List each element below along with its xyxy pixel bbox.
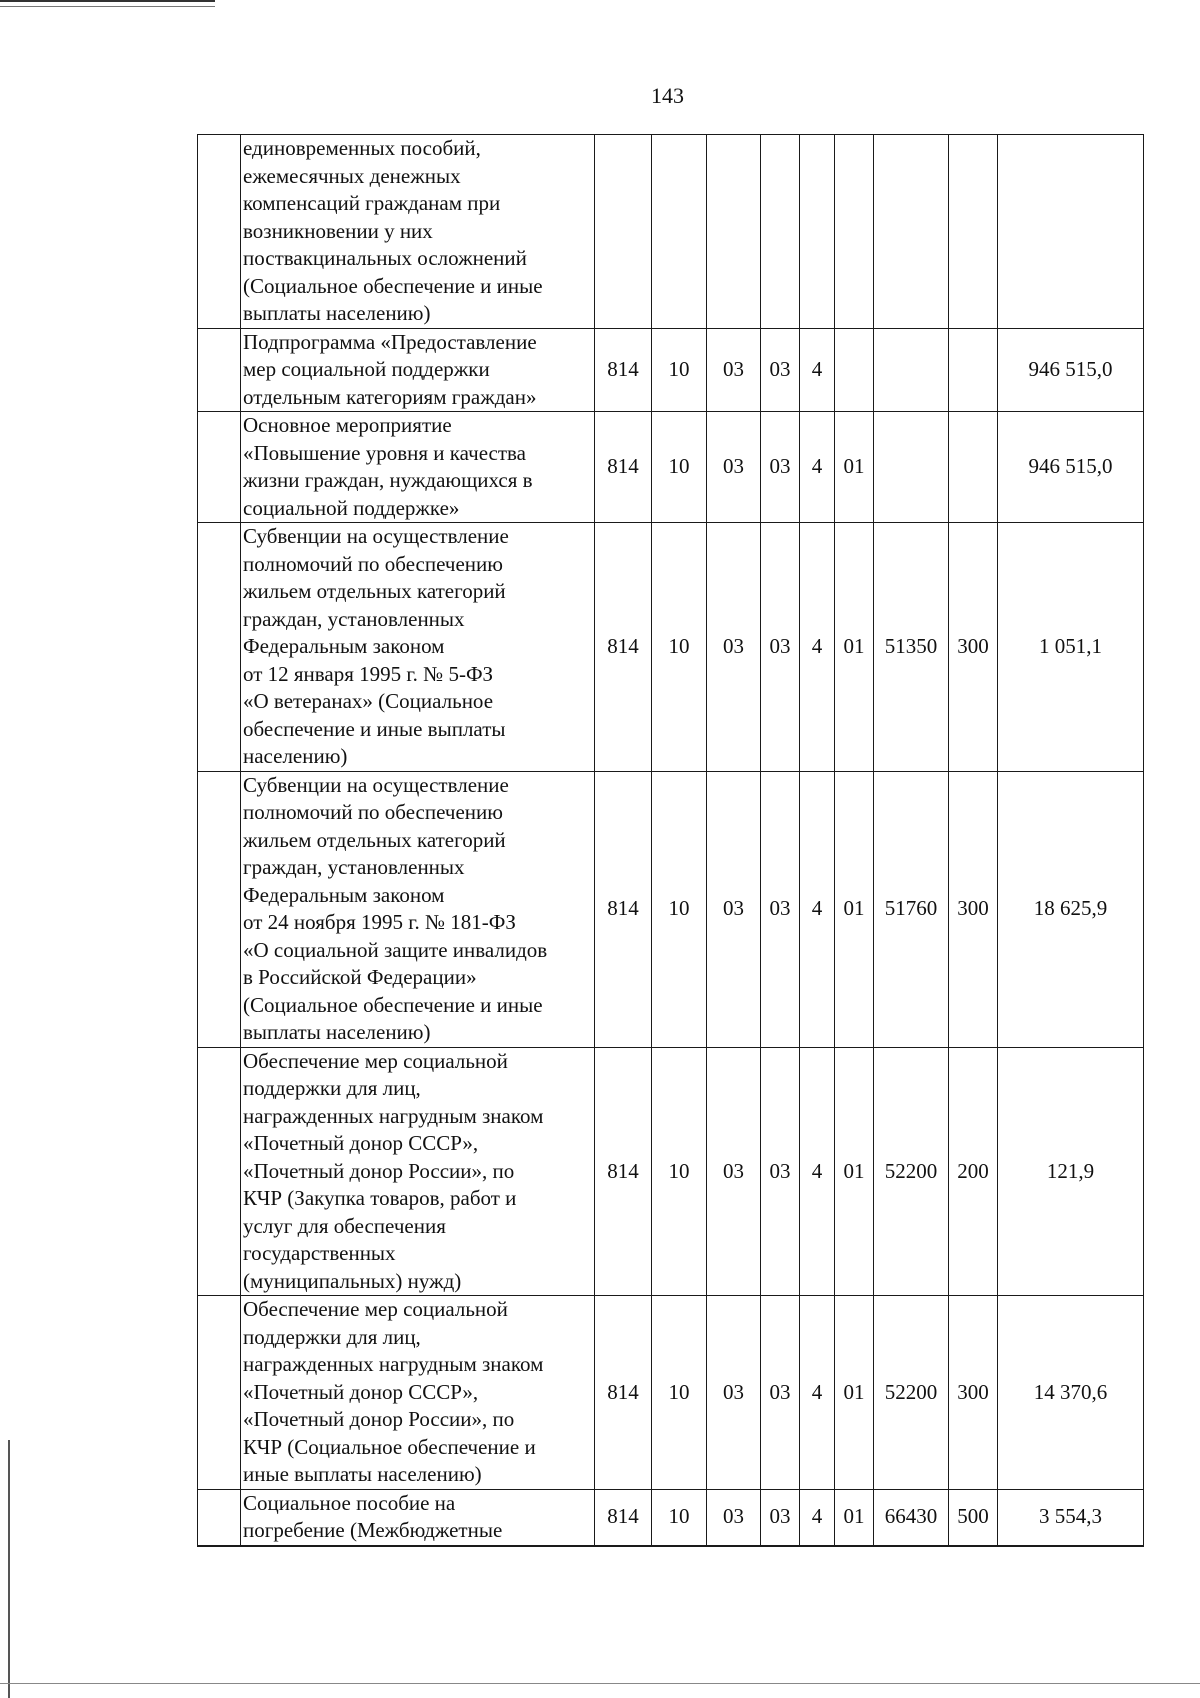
program-cell: 03	[761, 523, 800, 772]
direction-cell	[874, 135, 949, 329]
description-line: жильем отдельных категорий	[243, 579, 506, 603]
description-line: Социальное пособие на	[243, 1490, 456, 1515]
ministry-cell: 814	[595, 412, 652, 523]
description-line: полномочий по обеспечению	[243, 800, 503, 824]
direction-cell: 51350	[874, 523, 949, 772]
table-row	[198, 1489, 1144, 1546]
amount-cell: 121,9	[998, 1047, 1144, 1296]
main-event-cell: 01	[835, 1489, 874, 1546]
description-line: Субвенции на осуществление	[243, 524, 509, 548]
description-cell	[241, 523, 595, 772]
description-line: полномочий по обеспечению	[243, 551, 503, 576]
subsection-cell: 03	[707, 523, 761, 772]
description-line: социальной поддержке»	[243, 495, 460, 520]
row-number-cell	[198, 1296, 241, 1490]
program-cell	[761, 135, 800, 329]
direction-cell	[874, 328, 949, 412]
description-line: «Почетный донор СССР»,	[243, 1131, 479, 1155]
description-cell	[241, 135, 595, 329]
ministry-cell: 814	[595, 523, 652, 772]
table-body	[198, 135, 1144, 1546]
ministry-cell: 814	[595, 1296, 652, 1490]
description-line: Федеральным законом	[243, 634, 445, 658]
description-line: Основное мероприятие	[243, 413, 452, 437]
description-line: обеспечение и иные выплаты	[243, 716, 506, 741]
row-number-cell	[198, 771, 241, 1047]
subprogram-cell: 4	[800, 771, 835, 1047]
table-row	[198, 412, 1144, 523]
description-line: граждан, установленных	[243, 606, 465, 631]
description-line: компенсаций гражданам при	[243, 191, 501, 215]
amount-cell: 946 515,0	[998, 412, 1144, 523]
row-number-cell	[198, 135, 241, 329]
description-line: «О социальной защите инвалидов	[243, 937, 548, 962]
direction-cell	[874, 412, 949, 523]
main-event-cell: 01	[835, 1047, 874, 1296]
ministry-cell: 814	[595, 328, 652, 412]
subprogram-cell: 4	[800, 328, 835, 412]
main-event-cell: 01	[835, 412, 874, 523]
table-row	[198, 328, 1144, 412]
description-line: жильем отдельных категорий	[243, 827, 506, 852]
description-line: возникновении у них	[243, 218, 433, 243]
description-line: (муниципальных) нужд)	[243, 1268, 462, 1293]
description-line: в Российской Федерации»	[243, 965, 477, 989]
budget-table	[197, 134, 1144, 1547]
main-event-cell	[835, 135, 874, 329]
expense-type-cell	[949, 135, 998, 329]
description-line: от 24 ноября 1995 г. № 181-ФЗ	[243, 910, 516, 934]
description-line: Федеральным законом	[243, 882, 445, 907]
program-cell: 03	[761, 1296, 800, 1490]
main-event-cell: 01	[835, 523, 874, 772]
subsection-cell: 03	[707, 1296, 761, 1490]
expense-type-cell: 300	[949, 1296, 998, 1490]
description-line: (Социальное обеспечение и иные	[243, 273, 543, 298]
description-line: отдельным категориям граждан»	[243, 384, 537, 409]
page-number: 143	[651, 83, 684, 108]
program-cell: 03	[761, 1489, 800, 1546]
subsection-cell: 03	[707, 328, 761, 412]
table-row	[198, 523, 1144, 772]
amount-cell: 946 515,0	[998, 328, 1144, 412]
section-cell: 10	[652, 412, 707, 523]
section-cell: 10	[652, 328, 707, 412]
description-cell	[241, 412, 595, 523]
expense-type-cell: 500	[949, 1489, 998, 1546]
description-line: КЧР (Закупка товаров, работ и	[243, 1186, 517, 1210]
description-line: КЧР (Социальное обеспечение и	[243, 1434, 536, 1459]
description-line: Субвенции на осуществление	[243, 772, 509, 797]
description-line: «Почетный донор России», по	[243, 1407, 515, 1431]
table-row	[198, 135, 1144, 329]
table-row	[198, 1296, 1144, 1490]
section-cell: 10	[652, 1047, 707, 1296]
row-number-cell	[198, 523, 241, 772]
row-number-cell	[198, 1047, 241, 1296]
amount-cell: 14 370,6	[998, 1296, 1144, 1490]
main-event-cell: 01	[835, 771, 874, 1047]
ministry-cell: 814	[595, 1047, 652, 1296]
subprogram-cell	[800, 135, 835, 329]
description-line: поствакцинальных осложнений	[243, 246, 527, 270]
description-line: «Почетный донор СССР»,	[243, 1379, 479, 1404]
expense-type-cell: 300	[949, 771, 998, 1047]
section-cell: 10	[652, 1489, 707, 1546]
description-line: погребение (Межбюджетные	[243, 1518, 503, 1542]
description-cell	[241, 1489, 595, 1546]
description-line: государственных	[243, 1241, 396, 1265]
description-line: выплаты населению)	[243, 301, 431, 325]
program-cell: 03	[761, 1047, 800, 1296]
description-line: единовременных пособий,	[243, 136, 481, 160]
subprogram-cell: 4	[800, 1296, 835, 1490]
section-cell: 10	[652, 523, 707, 772]
program-cell: 03	[761, 771, 800, 1047]
scan-edge-line	[8, 1440, 10, 1698]
subprogram-cell: 4	[800, 412, 835, 523]
main-event-cell	[835, 328, 874, 412]
description-line: поддержки для лиц,	[243, 1324, 421, 1349]
program-cell: 03	[761, 328, 800, 412]
description-line: жизни граждан, нуждающихся в	[243, 468, 533, 492]
section-cell: 10	[652, 1296, 707, 1490]
table-row	[198, 1047, 1144, 1296]
expense-type-cell	[949, 328, 998, 412]
ministry-cell: 814	[595, 1489, 652, 1546]
amount-cell: 18 625,9	[998, 771, 1144, 1047]
description-line: услуг для обеспечения	[243, 1213, 446, 1238]
subprogram-cell: 4	[800, 1047, 835, 1296]
description-line: населению)	[243, 744, 348, 768]
subsection-cell	[707, 135, 761, 329]
subprogram-cell: 4	[800, 523, 835, 772]
description-line: Обеспечение мер социальной	[243, 1297, 508, 1321]
description-line: «Почетный донор России», по	[243, 1158, 515, 1183]
scan-edge-line	[0, 1683, 1200, 1684]
direction-cell: 52200	[874, 1047, 949, 1296]
description-line: «Повышение уровня и качества	[243, 440, 527, 465]
subsection-cell: 03	[707, 771, 761, 1047]
description-line: граждан, установленных	[243, 855, 465, 879]
row-number-cell	[198, 1489, 241, 1546]
expense-type-cell: 200	[949, 1047, 998, 1296]
scan-edge-line	[0, 6, 215, 7]
subsection-cell: 03	[707, 412, 761, 523]
description-line: Обеспечение мер социальной	[243, 1048, 508, 1073]
expense-type-cell	[949, 412, 998, 523]
row-number-cell	[198, 412, 241, 523]
description-cell	[241, 1296, 595, 1490]
table-row	[198, 771, 1144, 1047]
description-line: «О ветеранах» (Социальное	[243, 689, 494, 713]
description-line: мер социальной поддержки	[243, 357, 490, 381]
ministry-cell: 814	[595, 771, 652, 1047]
description-line: (Социальное обеспечение и иные	[243, 992, 543, 1017]
description-line: иные выплаты населению)	[243, 1462, 482, 1486]
section-cell	[652, 135, 707, 329]
description-cell	[241, 328, 595, 412]
scan-edge-line	[0, 0, 215, 2]
program-cell: 03	[761, 412, 800, 523]
description-cell	[241, 771, 595, 1047]
main-event-cell: 01	[835, 1296, 874, 1490]
description-line: награжденных нагрудным знаком	[243, 1352, 544, 1376]
amount-cell	[998, 135, 1144, 329]
direction-cell: 66430	[874, 1489, 949, 1546]
description-cell	[241, 1047, 595, 1296]
expense-type-cell: 300	[949, 523, 998, 772]
description-line: выплаты населению)	[243, 1020, 431, 1044]
subprogram-cell: 4	[800, 1489, 835, 1546]
direction-cell: 52200	[874, 1296, 949, 1490]
description-line: поддержки для лиц,	[243, 1076, 421, 1100]
amount-cell: 1 051,1	[998, 523, 1144, 772]
description-line: награжденных нагрудным знаком	[243, 1103, 544, 1128]
description-line: ежемесячных денежных	[243, 163, 461, 188]
amount-cell: 3 554,3	[998, 1489, 1144, 1546]
section-cell: 10	[652, 771, 707, 1047]
direction-cell: 51760	[874, 771, 949, 1047]
description-line: от 12 января 1995 г. № 5-ФЗ	[243, 661, 494, 686]
description-line: Подпрограмма «Предоставление	[243, 329, 537, 354]
ministry-cell	[595, 135, 652, 329]
row-number-cell	[198, 328, 241, 412]
subsection-cell: 03	[707, 1047, 761, 1296]
subsection-cell: 03	[707, 1489, 761, 1546]
